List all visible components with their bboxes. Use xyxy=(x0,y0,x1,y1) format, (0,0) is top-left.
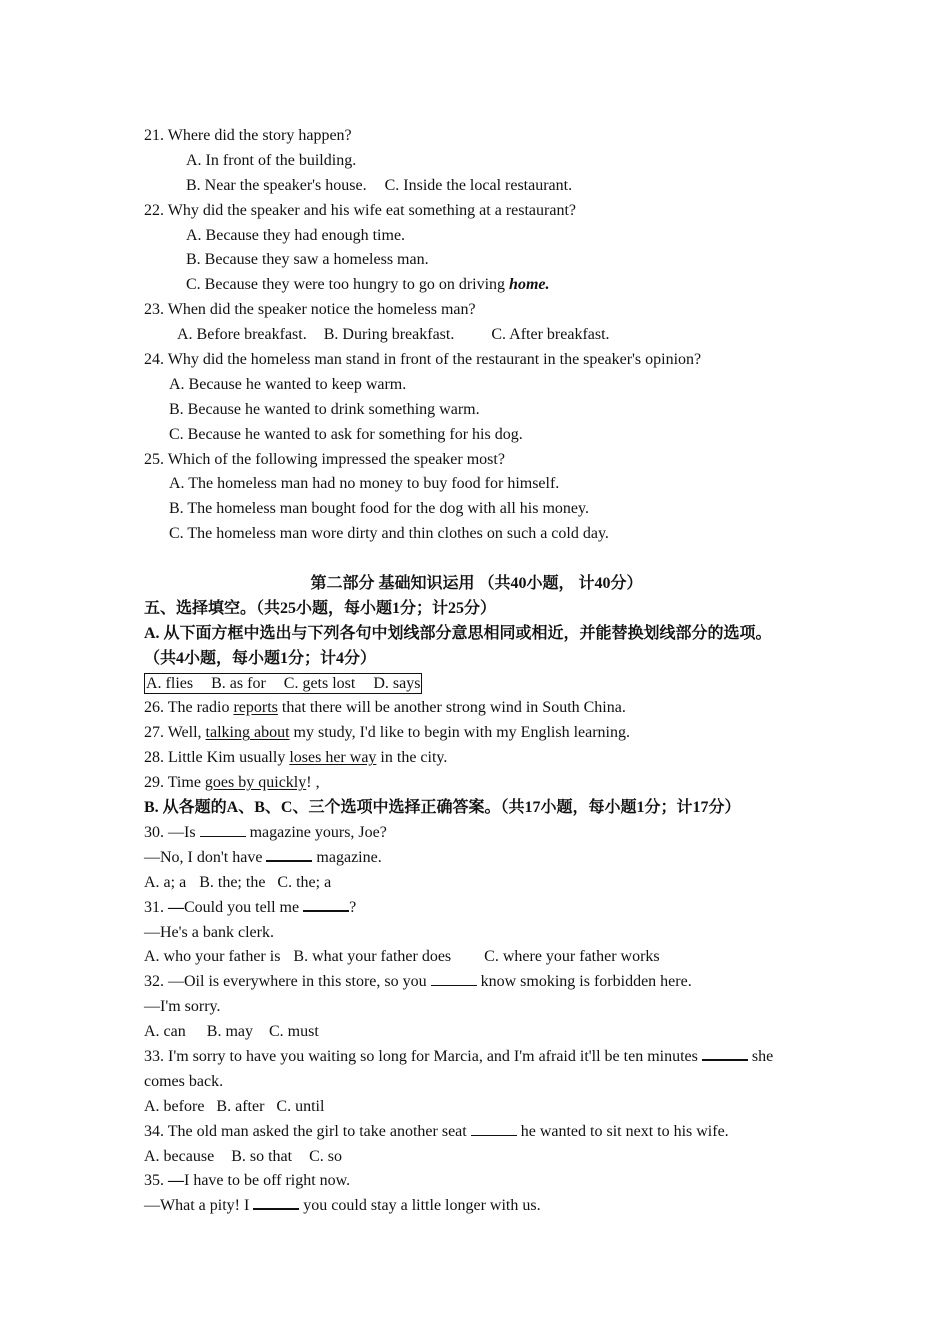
question-35-line2: —What a pity! I you could stay a little longer with us. xyxy=(144,1194,809,1219)
box-option-d: D. says xyxy=(373,674,421,692)
question-21-stem: 21. Where did the story happen? xyxy=(144,127,352,144)
section-five-heading: 五、选择填空。（共25小题，每小题1分；计25分） xyxy=(144,599,497,617)
option-box xyxy=(144,673,422,694)
question-29: 29. Time goes by quickly! , xyxy=(144,774,320,792)
question-21-options-bc xyxy=(144,174,809,199)
question-21-option-b: B. Near the speaker's house. xyxy=(186,176,367,194)
question-24-option-b: B. Because he wanted to drink something warm. xyxy=(169,400,480,418)
question-24-option-c: C. Because he wanted to ask for something for his dog. xyxy=(169,425,523,443)
answer-blank[interactable] xyxy=(200,822,246,837)
question-24-option-a: A. Because he wanted to keep warm. xyxy=(169,375,407,393)
part-a-scoring: （共4小题，每小题1分；计4分） xyxy=(144,649,377,667)
box-option-b: B. as for xyxy=(211,674,266,692)
question-34-options: A. because B. so that C. so xyxy=(144,1147,342,1165)
question-25-option-b: B. The homeless man bought food for the dog with all his money. xyxy=(169,500,589,518)
box-option-c: C. gets lost xyxy=(283,674,356,692)
question-24-stem: 24. Why did the homeless man stand in front of the restaurant in the speaker's opinion? xyxy=(144,351,702,369)
question-33-options: A. before B. after C. until xyxy=(144,1097,325,1115)
option-box-row xyxy=(144,672,809,697)
question-23-stem: 23. When did the speaker notice the homeless man? xyxy=(144,301,476,319)
question-22-option-c-emphasis: home. xyxy=(509,276,550,294)
question-31-line1: 31. —Could you tell me ? xyxy=(144,896,809,921)
answer-blank[interactable] xyxy=(303,896,349,912)
question-22-stem: 22. Why did the speaker and his wife eat something at a restaurant? xyxy=(144,201,577,219)
question-23-option-c: C. After breakfast. xyxy=(491,326,610,344)
answer-blank[interactable] xyxy=(253,1194,299,1210)
exam-page xyxy=(144,124,809,1219)
question-23-option-a: A. Before breakfast. xyxy=(177,326,307,344)
box-option-a: A. flies xyxy=(146,674,194,692)
question-26: 26. The radio reports that there will be another strong wind in South China. xyxy=(144,699,626,717)
question-29-underlined: goes by quickly xyxy=(204,774,307,792)
question-30-options: A. a; a B. the; the C. the; a xyxy=(144,873,332,891)
question-22-option-c: C. Because they were too hungry to go on driving home. xyxy=(186,276,550,294)
question-23-option-b: B. During breakfast. xyxy=(323,326,455,344)
question-27: 27. Well, talking about my study, I'd like to begin with my English learning. xyxy=(144,724,630,742)
question-33-line1: 33. I'm sorry to have you waiting so long for Marcia, and I'm afraid it'll be ten minutes she xyxy=(144,1045,809,1070)
question-32-line1: 32. —Oil is everywhere in this store, so you know smoking is forbidden here. xyxy=(144,973,692,991)
question-30-line2: —No, I don't have magazine. xyxy=(144,846,809,871)
question-25-stem: 25. Which of the following impressed the speaker most? xyxy=(144,450,505,468)
question-35-line1: 35. —I have to be off right now. xyxy=(144,1172,351,1190)
question-34-line1: 34. The old man asked the girl to take another seat he wanted to sit next to his wife. xyxy=(144,1122,729,1140)
part-two-title: 第二部分 基础知识运用 （共40小题， 计40分） xyxy=(310,575,643,593)
question-28: 28. Little Kim usually loses her way in the city. xyxy=(144,749,448,767)
question-28-underlined: loses her way xyxy=(289,749,377,767)
question-31-line2: —He's a bank clerk. xyxy=(144,923,274,941)
question-21-option-c: C. Inside the local restaurant. xyxy=(384,176,573,194)
question-25-option-c: C. The homeless man wore dirty and thin clothes on such a cold day. xyxy=(169,525,609,543)
answer-blank[interactable] xyxy=(266,846,312,862)
answer-blank[interactable] xyxy=(431,971,477,986)
question-32-line2: —I'm sorry. xyxy=(144,998,221,1016)
question-25-option-a: A. The homeless man had no money to buy food for himself. xyxy=(169,475,560,493)
answer-blank[interactable] xyxy=(702,1045,748,1061)
answer-blank[interactable] xyxy=(471,1121,517,1136)
question-22-option-b: B. Because they saw a homeless man. xyxy=(186,251,429,269)
question-31-options: A. who your father is B. what your father does C. where your father works xyxy=(144,948,660,966)
part-b-instructions: B. 从各题的A、B、C、三个选项中选择正确答案。（共17小题，每小题1分；计17分） xyxy=(144,799,741,817)
question-27-underlined: talking about xyxy=(205,724,290,742)
question-22-option-a: A. Because they had enough time. xyxy=(186,226,406,244)
question-26-underlined: reports xyxy=(233,699,278,717)
question-21-option-a: A. In front of the building. xyxy=(186,151,357,169)
part-a-instructions: A. 从下面方框中选出与下列各句中划线部分意思相同或相近，并能替换划线部分的选项。 xyxy=(144,624,772,642)
question-30-line1: 30. —Is magazine yours, Joe? xyxy=(144,823,387,841)
question-33-line2: comes back. xyxy=(144,1072,224,1090)
spacer xyxy=(144,547,809,572)
question-32-options: A. can B. may C. must xyxy=(144,1023,319,1041)
question-23-options xyxy=(144,323,809,348)
